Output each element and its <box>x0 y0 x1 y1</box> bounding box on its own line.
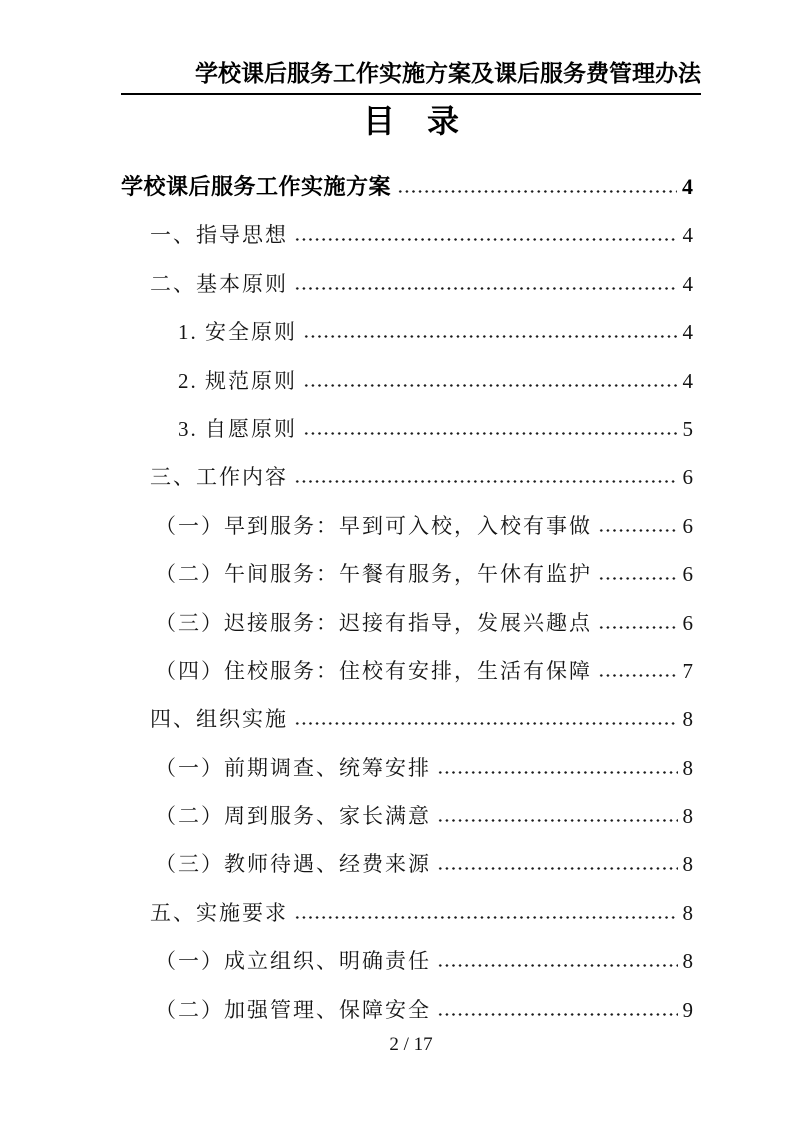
toc-entry[interactable] <box>121 840 701 888</box>
toc-entry-text: （一）成立组织、明确责任 <box>155 949 431 974</box>
toc-page-number: 4 <box>682 271 693 296</box>
toc-entry[interactable] <box>121 550 701 598</box>
toc-title: 目 录 <box>362 103 459 139</box>
dot-leader <box>294 479 678 484</box>
toc-entry-text: 2. 规范原则 <box>178 368 297 393</box>
dot-leader <box>437 818 678 823</box>
toc-page-number: 8 <box>682 804 693 829</box>
toc-entry[interactable] <box>121 889 701 937</box>
dot-leader <box>294 286 678 291</box>
toc-page-number: 4 <box>682 368 693 393</box>
toc-entry-text: （二）加强管理、保障安全 <box>155 997 431 1022</box>
toc-entry-text: 学校课后服务工作实施方案 <box>121 174 392 199</box>
toc-entry[interactable] <box>121 647 701 695</box>
toc-page-number: 6 <box>682 610 693 635</box>
dot-leader <box>294 915 678 920</box>
toc-page-number: 9 <box>682 997 693 1022</box>
dot-leader <box>294 237 678 242</box>
document-header-title: 学校课后服务工作实施方案及课后服务费管理办法 <box>195 60 701 86</box>
toc-entry[interactable] <box>121 405 701 453</box>
toc-entry[interactable] <box>121 937 701 985</box>
toc-page-number: 4 <box>682 174 693 199</box>
toc-entry-text: （一）早到服务：早到可入校，入校有事做 <box>155 513 592 538</box>
dot-leader <box>437 1012 678 1017</box>
toc-page-number: 5 <box>682 416 693 441</box>
toc-entry-text: （四）住校服务：住校有安排，生活有保障 <box>155 658 592 683</box>
toc-entry[interactable] <box>121 357 701 405</box>
toc-entry[interactable] <box>121 695 701 743</box>
toc-page-number: 4 <box>682 320 693 345</box>
toc-page-number: 6 <box>682 513 693 538</box>
dot-leader <box>437 770 678 775</box>
dot-leader <box>437 866 678 871</box>
toc-page-number: 4 <box>682 223 693 248</box>
document-header <box>121 0 701 95</box>
dot-leader <box>303 334 678 339</box>
toc-entry-text: 四、组织实施 <box>150 707 288 732</box>
toc-entry[interactable] <box>121 502 701 550</box>
toc-page-number: 6 <box>682 562 693 587</box>
toc-page-number: 8 <box>682 707 693 732</box>
toc-entry-text: （一）前期调查、统筹安排 <box>155 755 431 780</box>
toc-entry-text: 五、实施要求 <box>150 900 288 925</box>
toc-entry-text: （三）迟接服务：迟接有指导，发展兴趣点 <box>155 610 592 635</box>
toc-page-number: 7 <box>682 658 693 683</box>
toc-page-number: 8 <box>682 852 693 877</box>
toc-entry-text: 三、工作内容 <box>150 465 288 490</box>
toc-entry-text: （二）周到服务、家长满意 <box>155 804 431 829</box>
dot-leader <box>598 528 678 533</box>
dot-leader <box>397 189 677 194</box>
dot-leader <box>303 383 678 388</box>
dot-leader <box>303 431 678 436</box>
dot-leader <box>598 625 678 630</box>
toc-entry[interactable] <box>121 308 701 356</box>
toc-entry-text: 3. 自愿原则 <box>178 416 297 441</box>
toc-entry[interactable] <box>121 260 701 308</box>
toc-page-number: 8 <box>682 949 693 974</box>
dot-leader <box>437 963 678 968</box>
toc-entry[interactable] <box>121 211 701 259</box>
toc-page-number: 8 <box>682 755 693 780</box>
toc-entry[interactable] <box>121 163 701 211</box>
page-number-indicator: 2 / 17 <box>389 1034 433 1055</box>
toc-entry-text: 二、基本原则 <box>150 271 288 296</box>
dot-leader <box>598 673 678 678</box>
toc-list <box>121 163 701 1034</box>
dot-leader <box>294 721 678 726</box>
toc-entry[interactable] <box>121 599 701 647</box>
dot-leader <box>598 576 678 581</box>
toc-entry-text: 1. 安全原则 <box>178 320 297 345</box>
toc-entry-text: 一、指导思想 <box>150 223 288 248</box>
toc-page-number: 6 <box>682 465 693 490</box>
toc-page-number: 8 <box>682 900 693 925</box>
toc-entry-text: （三）教师待遇、经费来源 <box>155 852 431 877</box>
toc-entry[interactable] <box>121 792 701 840</box>
toc-entry[interactable] <box>121 453 701 501</box>
toc-entry-text: （二）午间服务：午餐有服务，午休有监护 <box>155 562 592 587</box>
toc-entry[interactable] <box>121 744 701 792</box>
toc-entry[interactable] <box>121 986 701 1034</box>
